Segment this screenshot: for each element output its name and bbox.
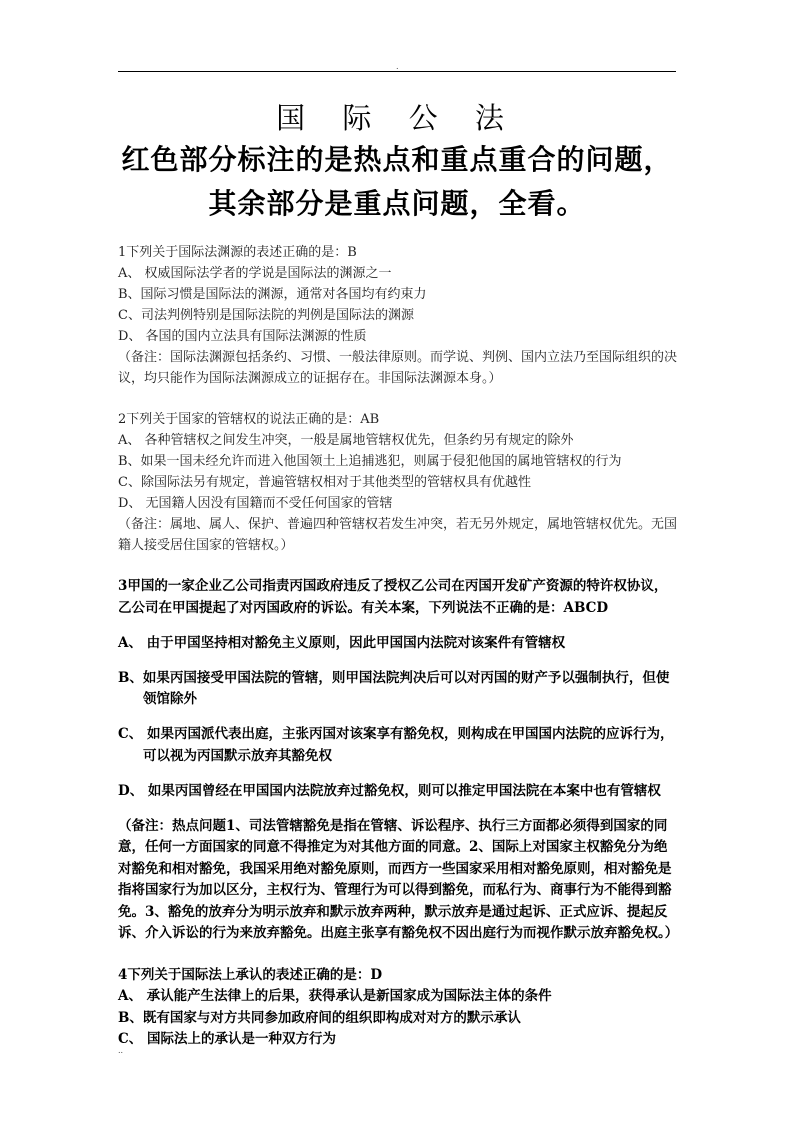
question-stem: 3甲国的一家企业乙公司指责丙国政府违反了授权乙公司在丙国开发矿产资源的特许权协议，乙公司在甲国提起了对丙国政府的诉讼。有关本案，下列说法不正确的是：ABCD [118,578,668,616]
option-a: A、 各种管辖权之间发生冲突，一般是属地管辖权优先，但条约另有规定的除外 [118,433,574,448]
question-4 [118,965,678,1051]
option-b: B、如果一国未经允许而进入他国领土上追捕逃犯，则属于侵犯他国的属地管辖权的行为 [118,454,622,469]
question-stem: 4下列关于国际法上承认的表述正确的是：D [118,966,383,983]
question-list [118,242,678,1071]
option-d: D、 各国的国内立法具有国际法渊源的性质 [118,329,367,344]
question-3 [118,576,678,945]
question-stem: 2下列关于国家的管辖权的说法正确的是：AB [118,412,380,427]
option-c: C、除国际法另有规定，普遍管辖权相对于其他类型的管辖权具有优越性 [118,475,531,490]
option-d: D、 如果丙国曾经在甲国国内法院放弃过豁免权，则可以推定甲国法院在本案中也有管辖权 [118,782,661,799]
question-note: （备注：属地、属人、保护、普遍四种管辖权若发生冲突，若无另外规定，属地管辖权优先。无国籍人接受居住国家的管辖权。） [118,517,678,553]
option-c: C、司法判例特别是国际法院的判例是国际法的渊源 [118,308,414,323]
question-note: （备注：热点问题1、司法管辖豁免是指在管辖、诉讼程序、执行三方面都必须得到国家的同意，任何一方面国家的同意不得推定为对其他方面的同意。2、国际上对国家主权豁免分为绝对豁免和相对豁免，我国采用绝对豁免原则，而西方一些国家采用相对豁免原则，相对豁免是指将国家行为加以区分，主权行为、管理行为可以得到豁免，而私行为、商事行为不能得到豁免。3、豁免的放弃分为明示放弃和默示放弃两种，默示放弃是通过起诉、正式应诉、提起反诉、介入诉讼的行为来放弃豁免。出庭主张享有豁免权不因出庭行为而视作默示放弃豁免权。） [118,817,679,941]
title-block [100,98,694,226]
option-b: B、如果丙国接受甲国法院的管辖，则甲国法院判决后可以对丙国的财产予以强制执行，但使领馆除外 [118,669,670,707]
question-stem: 1下列关于国际法渊源的表述正确的是：B [118,245,357,260]
option-a: A、 由于甲国坚持相对豁免主义原则，因此甲国国内法院对该案件有管辖权 [118,634,566,651]
document-title: 国 际 公 法 [276,101,518,135]
option-a: A、 权威国际法学者的学说是国际法的渊源之一 [118,266,392,281]
question-2 [118,409,678,556]
subtitle-line-2: 其余部分是重点问题，全看。 [208,187,586,220]
option-b: B、国际习惯是国际法的渊源，通常对各国均有约束力 [118,287,427,302]
question-1 [118,242,678,389]
option-a: A、 承认能产生法律上的后果，获得承认是新国家成为国际法主体的条件 [118,988,552,1004]
subtitle-line-1: 红色部分标注的是热点和重点重合的问题， [121,143,673,176]
option-d: D、 无国籍人因没有国籍而不受任何国家的管辖 [118,496,393,511]
option-c: C、 国际法上的承认是一种双方行为 [118,1031,336,1047]
question-note: （备注：国际法渊源包括条约、习惯、一般法律原则。而学说、判例、国内立法乃至国际组织的决议，均只能作为国际法渊源成立的证据存在。非国际法渊源本身。） [118,350,678,386]
option-c: C、 如果丙国派代表出庭，主张丙国对该案享有豁免权，则构成在甲国国内法院的应诉行为，可以视为丙国默示放弃其豁免权 [118,726,674,764]
option-b: B、既有国家与对方共同参加政府间的组织即构成对对方的默示承认 [118,1009,521,1026]
header-rule [118,71,676,72]
footer-mark: .. [118,1046,124,1055]
header-mark: . [396,62,399,71]
